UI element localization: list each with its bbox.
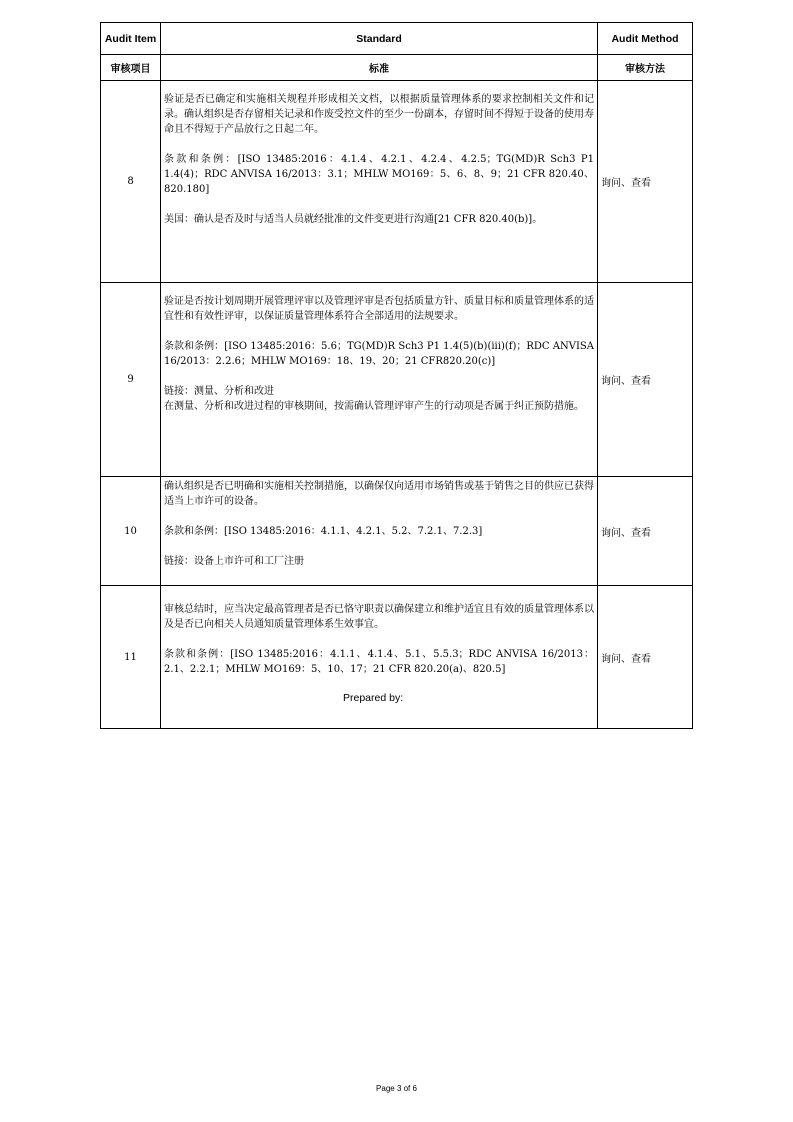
item-number: 8 — [101, 81, 161, 283]
header-audit-method-cn: 审核方法 — [598, 55, 693, 81]
audit-method-cell: 询问、查看 — [598, 477, 693, 586]
standard-cell — [161, 81, 598, 283]
standard-paragraph: 条款和条例：[ISO 13485:2016：5.6；TG(MD)R Sch3 P1 1.4(5)(b)(iii)(f)；RDC ANVISA 16/2013：2.2.6；MHLW MO169：18、19、20；21 CFR820.20(c)] — [164, 341, 594, 367]
header-audit-item-cn: 审核项目 — [101, 55, 161, 81]
header-row-en — [101, 23, 693, 55]
standard-cell — [161, 586, 598, 729]
standard-paragraph: 链接：测量、分析和改进 在测量、分析和改进过程的审核期间，按需确认管理评审产生的行动项是否属于纠正预防措施。 — [164, 386, 584, 412]
item-number: 10 — [101, 477, 161, 586]
item-number: 9 — [101, 283, 161, 477]
audit-table — [100, 22, 693, 729]
standard-paragraph: 条款和条例：[ISO 13485:2016：4.1.1、4.2.1、5.2、7.2.1、7.2.3] — [164, 526, 483, 537]
audit-method-cell: 询问、查看 — [598, 283, 693, 477]
table-row — [101, 283, 693, 477]
audit-method-cell: 询问、查看 — [598, 586, 693, 729]
item-number: 11 — [101, 586, 161, 729]
standard-cell — [161, 283, 598, 477]
audit-method-cell: 询问、查看 — [598, 81, 693, 283]
standard-paragraph: 验证是否按计划周期开展管理评审以及管理评审是否包括质量方针、质量目标和质量管理体系的适宜性和有效性评审，以保证质量管理体系符合全部适用的法规要求。 — [164, 296, 594, 322]
table-row — [101, 586, 693, 729]
header-audit-item: Audit Item — [101, 23, 161, 55]
standard-paragraph: 条款和条例：[ISO 13485:2016：4.1.4、4.2.1、4.2.4、4.2.5；TG(MD)R Sch3 P1 1.4(4)；RDC ANVISA 16/2013：3.1；MHLW MO169：5、6、8、9；21 CFR 820.40、820.180] — [164, 154, 594, 195]
header-audit-method: Audit Method — [598, 23, 693, 55]
standard-paragraph: 审核总结时，应当决定最高管理者是否已恪守职责以确保建立和维护适宜且有效的质量管理体系以及是否已向相关人员通知质量管理体系生效事宜。 — [164, 604, 594, 630]
page-number: Page 3 of 6 — [376, 1084, 417, 1093]
standard-paragraph: 验证是否已确定和实施相关规程并形成相关文档，以根据质量管理体系的要求控制相关文件和记录。确认组织是否存留相关记录和作废受控文件的至少一份副本，存留时间不得短于设备的使用寿命且不得短于产品放行之日起二年。 — [164, 94, 594, 135]
standard-paragraph: 确认组织是否已明确和实施相关控制措施，以确保仅向适用市场销售或基于销售之目的供应已获得适当上市许可的设备。 — [164, 481, 594, 507]
standard-cell — [161, 477, 598, 586]
standard-paragraph: 链接：设备上市许可和工厂注册 — [164, 556, 304, 567]
standard-paragraph: 条款和条例：[ISO 13485:2016：4.1.1、4.1.4、5.1、5.5.3；RDC ANVISA 16/2013：2.1、2.2.1；MHLW MO169：5、10、17；21 CFR 820.20(a)、820.5] — [164, 649, 594, 675]
header-row-cn — [101, 55, 693, 81]
header-standard-cn: 标准 — [161, 55, 598, 81]
prepared-by-label: Prepared by: — [343, 692, 404, 704]
header-standard: Standard — [161, 23, 598, 55]
standard-paragraph: 美国：确认是否及时与适当人员就经批准的文件变更进行沟通[21 CFR 820.40(b)]。 — [164, 214, 543, 225]
table-row — [101, 81, 693, 283]
table-row — [101, 477, 693, 586]
